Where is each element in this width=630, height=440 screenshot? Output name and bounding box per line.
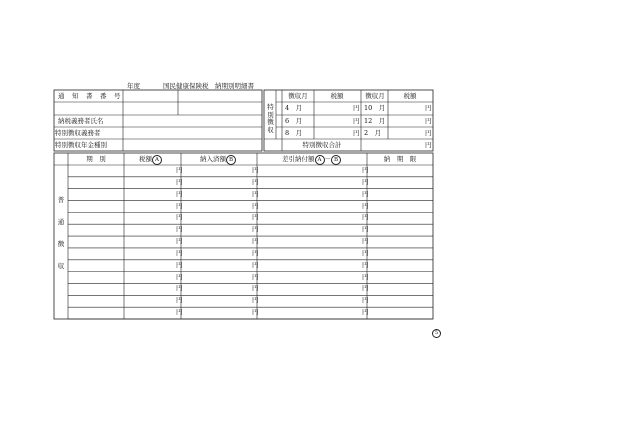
yen-mark: 円 [362,177,369,186]
yen-mark: 円 [362,308,369,317]
side-label-char: 普 [57,196,65,204]
special-collector-label: 特別徴収義務者 [55,129,101,137]
special-header-tax-2: 税額 [403,92,417,100]
side-label-char: 通 [57,218,65,226]
yen-mark: 円 [176,296,183,305]
yen-mark: 円 [176,166,183,174]
yen-mark: 円 [176,248,183,257]
yen-mark: 円 [252,237,259,246]
special-month-right: 2 月 [364,129,382,137]
yen-mark: 円 [252,189,259,198]
due-date-header: 納 期 限 [383,155,417,163]
yen-mark: 円 [362,296,369,305]
yen-mark: 円 [362,166,369,174]
yen-mark: 円 [353,117,360,125]
yen-mark: 円 [176,308,183,317]
yen-mark: 円 [425,129,432,137]
yen-mark: 円 [252,225,259,234]
side-label-char: 収 [57,262,65,270]
yen-mark: 円 [252,260,259,269]
yen-mark: 円 [252,284,259,293]
yen-mark: 円 [176,201,183,210]
circle-b: B [331,155,341,165]
taxpayer-name-label: 納税義務者氏名 [58,117,104,125]
diff-header: 差引納付額 A － B [282,155,341,165]
yen-mark: 円 [425,104,432,112]
pension-type-label: 特別徴収年金種別 [55,141,107,149]
yen-mark: 円 [362,237,369,246]
yen-mark: 円 [362,272,369,281]
special-header-month-2: 徴収月 [365,92,385,100]
yen-mark: 円 [362,213,369,222]
special-month-right: 12 月 [364,117,386,125]
yen-mark: 円 [252,308,259,317]
special-month-right: 10 月 [364,104,386,112]
yen-mark: 円 [252,177,259,186]
period-header: 期 別 [86,155,106,163]
paid-b-header: 納入済額 B [200,155,236,165]
yen-mark: 円 [176,189,183,198]
yen-mark: 円 [252,296,259,305]
page-number-mark: 5 [432,319,441,338]
yen-mark: 円 [176,284,183,293]
special-header-tax-1: 税額 [330,92,344,100]
yen-mark: 円 [353,129,360,137]
yen-mark: 円 [252,213,259,222]
yen-mark: 円 [353,104,360,112]
special-total-label: 特別徴収合計 [302,141,342,149]
circle-a: A [315,155,325,165]
special-month-left: 6 月 [285,117,303,125]
yen-mark: 円 [362,225,369,234]
yen-mark: 円 [362,284,369,293]
yen-mark: 円 [425,141,432,149]
yen-mark: 円 [362,248,369,257]
regular-collection-side-label [56,195,66,283]
page-title: 国民健康保険税 納期別明細書 [163,82,254,90]
special-month-left: 8 月 [285,129,303,137]
special-collection-side-label: 特別徴収 [267,103,274,134]
yen-mark: 円 [176,225,183,234]
yen-mark: 円 [176,177,183,186]
yen-mark: 円 [425,117,432,125]
tax-a-header: 税額 A [139,155,162,165]
yen-mark: 円 [176,213,183,222]
yen-mark: 円 [362,189,369,198]
yen-mark: 円 [176,260,183,269]
special-header-month-1: 徴収月 [288,92,308,100]
circle-b: B [226,155,236,165]
yen-mark: 円 [176,272,183,281]
year-label: 年度 [127,82,140,90]
yen-mark: 円 [252,201,259,210]
circle-a: A [152,155,162,165]
yen-mark: 円 [362,260,369,269]
yen-mark: 円 [362,201,369,210]
special-month-left: 4 月 [285,104,303,112]
yen-mark: 円 [252,166,259,174]
notice-number-label: 通 知 書 番 号 [58,92,121,100]
yen-mark: 円 [176,237,183,246]
yen-mark: 円 [252,248,259,257]
yen-mark: 円 [252,272,259,281]
side-label-char: 徴 [57,240,65,248]
